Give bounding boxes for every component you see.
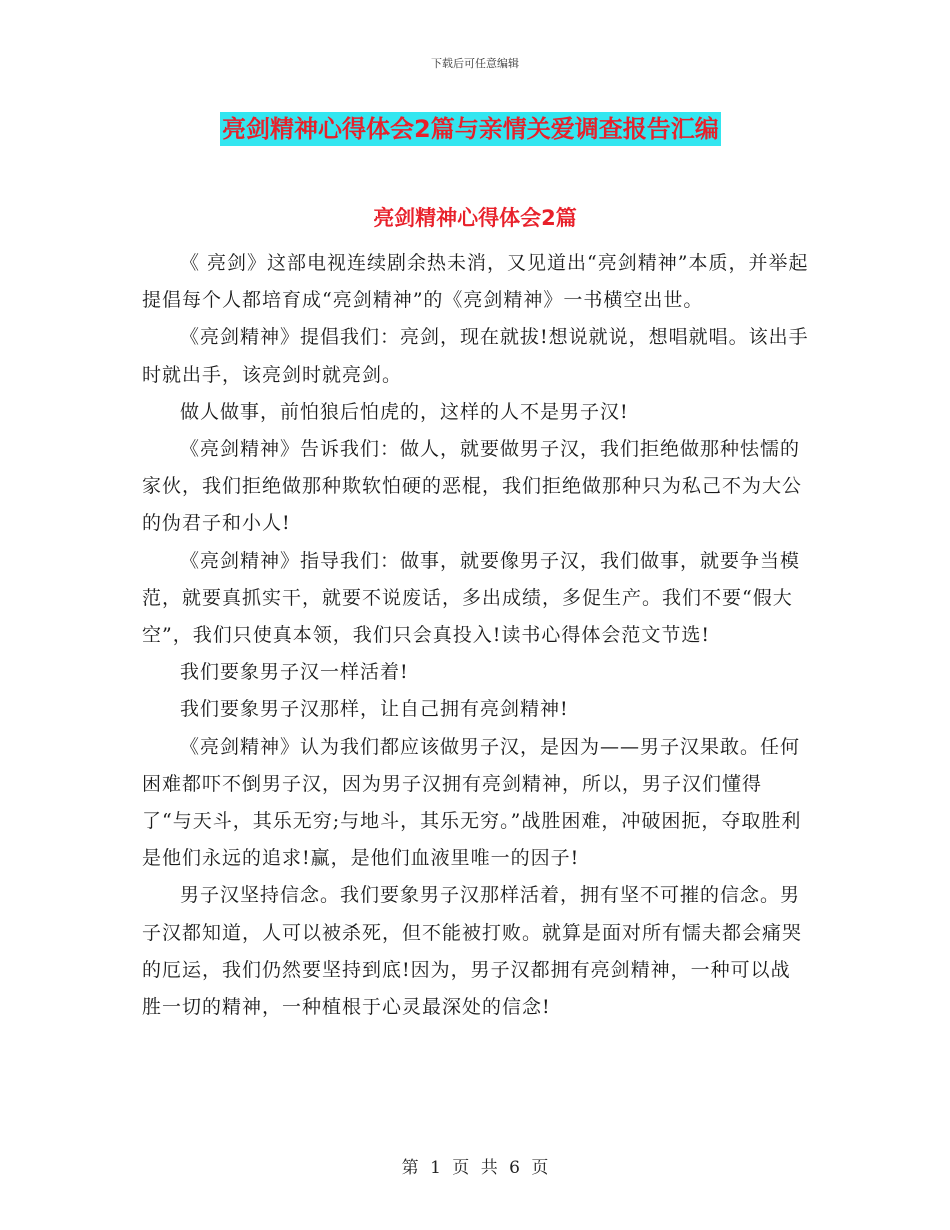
body-paragraph: 我们要象男子汉一样活着!: [180, 661, 409, 684]
document-main-title: 亮剑精神心得体会2篇与亲情关爱调查报告汇编: [220, 112, 721, 146]
body-paragraph: 男子汉坚持信念。我们要象男子汉那样活着，拥有坚不可摧的信念。男子汉都知道，人可以被杀死，但不能被打败。就算是面对所有懦夫都会痛哭的厄运，我们仍然要坚持到底!因为，男子汉都拥有亮剑精神，一种可以战胜一切的精神，一种植根于心灵最深处的信念!: [142, 884, 803, 1019]
body-paragraph: 做人做事，前怕狼后怕虎的，这样的人不是男子汉!: [180, 400, 629, 423]
body-paragraph: 《亮剑精神》提倡我们：亮剑，现在就拔!想说就说，想唱就唱。该出手时就出手，该亮剑时就亮剑。: [142, 326, 809, 386]
body-paragraph: 《亮剑精神》指导我们：做事，就要像男子汉，我们做事，就要争当模范，就要真抓实干，就要不说废话，多出成绩，多促生产。我们不要“假大空”，我们只使真本领，我们只会真投入!读书心得体会范文节选!: [142, 549, 801, 647]
page-number-footer: 第 1 页 共 6 页: [401, 1158, 549, 1178]
body-paragraph: 我们要象男子汉那样，让自己拥有亮剑精神!: [180, 698, 569, 721]
page-header-note: 下载后可任意编辑: [431, 57, 519, 70]
document-body: [142, 245, 810, 1026]
body-paragraph: 《 亮剑》这部电视连续剧余热未消，又见道出“亮剑精神”本质，并举起提倡每个人都培育成“亮剑精神”的《亮剑精神》一书横空出世。: [142, 252, 809, 312]
section-title: 亮剑精神心得体会2篇: [373, 206, 577, 230]
body-paragraph: 《亮剑精神》告诉我们：做人，就要做男子汉，我们拒绝做那种怯懦的家伙，我们拒绝做那种欺软怕硬的恶棍，我们拒绝做那种只为私己不为大公的伪君子和小人!: [142, 438, 803, 535]
body-paragraph: 《亮剑精神》认为我们都应该做男子汉，是因为——男子汉果敢。任何困难都吓不倒男子汉，因为男子汉拥有亮剑精神，所以，男子汉们懂得了“与天斗，其乐无穷;与地斗，其乐无穷。”战胜困难，冲破困扼，夺取胜利是他们永远的追求!赢，是他们血液里唯一的因子!: [142, 735, 802, 870]
